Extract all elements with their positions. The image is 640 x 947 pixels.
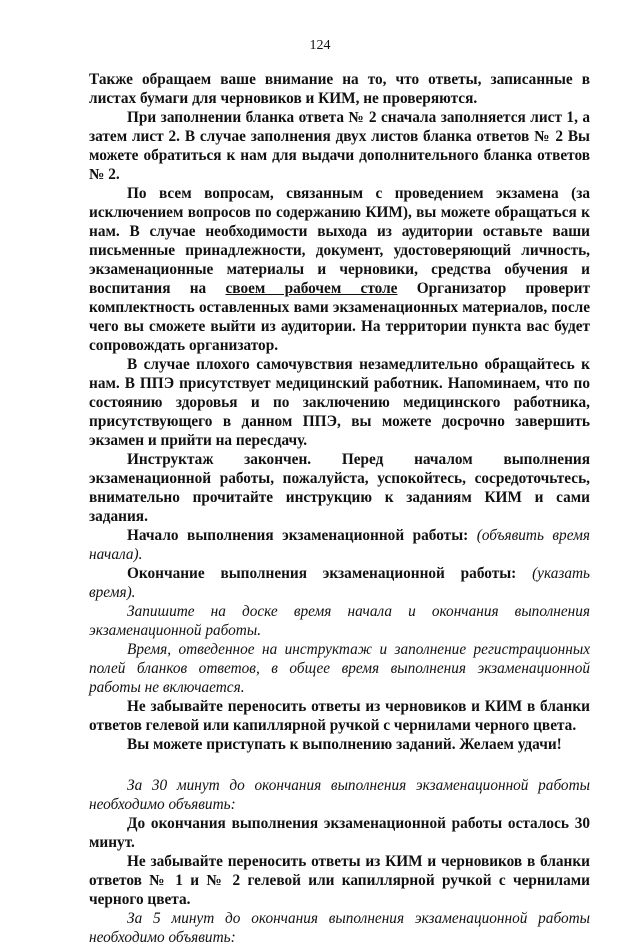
start-time-note: (объявить время начала). — [89, 527, 590, 563]
paragraph-answer-form-2: При заполнении бланка ответа № 2 сначала заполняется лист 1, а затем лист 2. В случае заполнения двух листов бланка ответов № 2 Вы можете обратиться к нам для выдачи дополнительного бланка ответов № 2. — [89, 109, 590, 183]
paragraph-leaving-room — [89, 184, 590, 355]
paragraph-30-min-note: За 30 минут до окончания выполнения экзаменационной работы необходимо объявить: — [89, 777, 590, 813]
end-time-note: (указать время). — [89, 565, 590, 601]
paragraph-transfer-reminder: Не забывайте переносить ответы из КИМ и черновиков в бланки ответов № 1 и № 2 гелевой или капиллярной ручкой с чернилами черного цвета. — [89, 853, 590, 908]
paragraph-time-excluded-note: Время, отведенное на инструктаж и заполнение регистрационных полей бланков ответов, в общее время выполнения экзаменационной работы не включается. — [89, 641, 590, 696]
page-number: 124 — [309, 38, 331, 53]
paragraph-start-time — [89, 526, 590, 564]
paragraph-5-min-note: За 5 минут до окончания выполнения экзаменационной работы необходимо объявить: — [89, 910, 590, 946]
paragraph-drafts-not-checked: Также обращаем ваше внимание на то, что ответы, записанные в листах бумаги для черновиков и КИМ, не проверяются. — [89, 71, 590, 107]
paragraph-transfer-answers: Не забывайте переносить ответы из черновиков и КИМ в бланки ответов гелевой или капиллярной ручкой с чернилами черного цвета. — [89, 698, 590, 734]
end-time-label: Окончание выполнения экзаменационной работы: — [127, 565, 533, 582]
paragraph-board-note: Запишите на доске время начала и окончания выполнения экзаменационной работы. — [89, 603, 590, 639]
underlined-desk-phrase: своем рабочем столе — [225, 280, 398, 297]
paragraph-good-luck: Вы можете приступать к выполнению заданий. Желаем удачи! — [127, 736, 562, 753]
paragraph-30-min-left: До окончания выполнения экзаменационной работы осталось 30 минут. — [89, 815, 590, 851]
paragraph-instruction-finished: Инструктаж закончен. Перед началом выполнения экзаменационной работы, пожалуйста, успокойтесь, сосредоточьтесь, внимательно прочитайте инструкцию к заданиям КИМ и сами задания. — [89, 451, 590, 525]
document-body — [89, 70, 590, 947]
paragraph-leaving-room-part1: По всем вопросам, связанным с проведением экзамена (за исключением вопросов по содержанию КИМ), вы можете обращаться к нам. В случае необходимости выхода из аудитории оставьте ваши письменные принадлежности, документ, удостоверяющий личность, экзаменационные материалы и черновики, средства обучения и воспитания на — [89, 185, 590, 297]
paragraph-health: В случае плохого самочувствия незамедлительно обращайтесь к нам. В ППЭ присутствует медицинский работник. Напоминаем, что по состоянию здоровья и по заключению медицинского работника, присутствующего в данном ППЭ, вы можете досрочно завершить экзамен и прийти на пересдачу. — [89, 356, 590, 449]
paragraph-end-time — [89, 564, 590, 602]
paragraph-leaving-room-part2: Организатор проверит комплектность оставленных вами экзаменационных материалов, после чего вы сможете выйти из аудитории. На территории пункта вас будет сопровождать организатор. — [89, 280, 590, 354]
start-time-label: Начало выполнения экзаменационной работы: — [127, 527, 477, 544]
